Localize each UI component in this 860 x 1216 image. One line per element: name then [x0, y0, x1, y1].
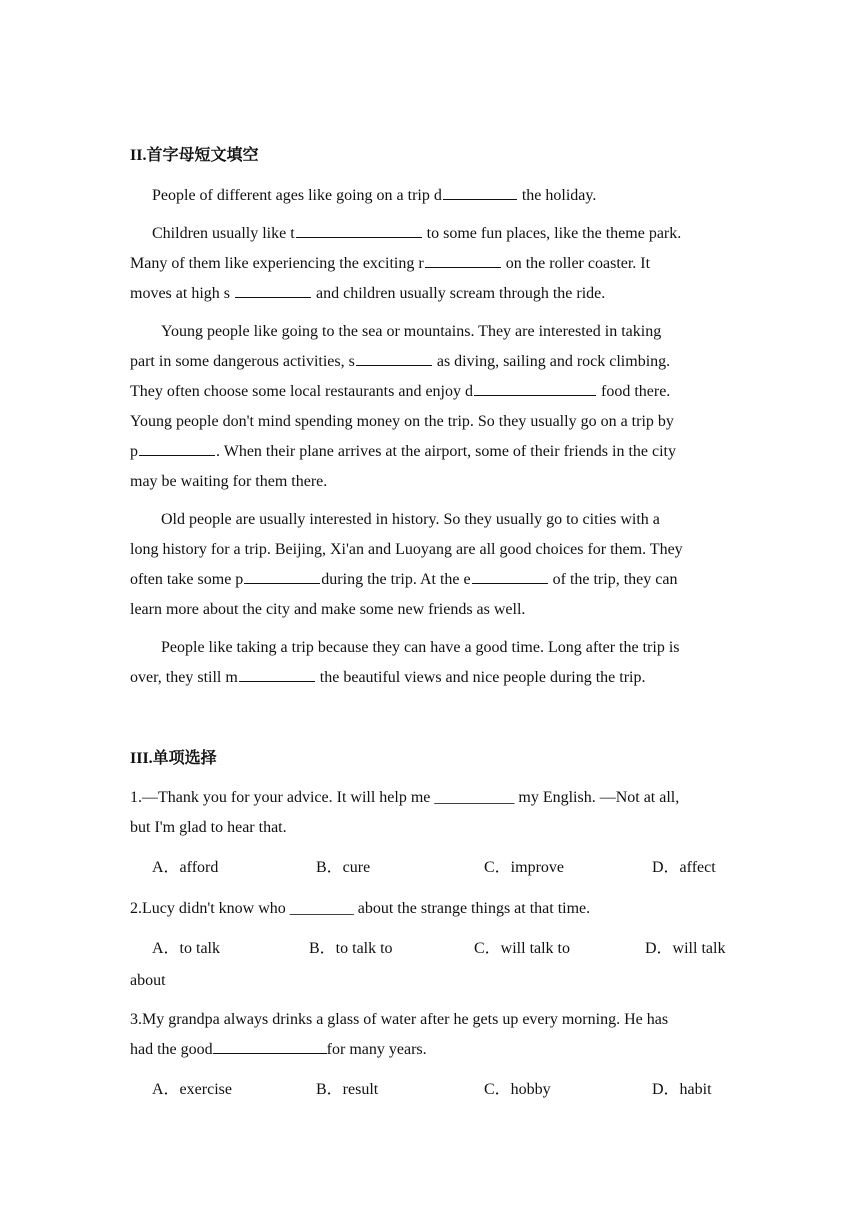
- text-segment: for many years.: [326, 1041, 427, 1058]
- text-segment: the holiday.: [521, 187, 597, 204]
- option-b[interactable]: B．result: [316, 1081, 379, 1098]
- text-segment: and children usually scream through the ride.: [316, 285, 606, 302]
- passage-line: Young people don't mind spending money on the trip. So they usually go on a trip by: [130, 413, 674, 430]
- passage-line: may be waiting for them there.: [130, 473, 328, 490]
- text-segment: the beautiful views and nice people during the trip.: [319, 669, 646, 686]
- text-segment: often take some p: [130, 571, 244, 588]
- blank-photos[interactable]: [244, 567, 320, 584]
- blank-delicious[interactable]: [474, 379, 596, 396]
- passage-paragraph-1: [130, 181, 732, 211]
- passage-line: [130, 663, 732, 693]
- passage-line: learn more about the city and make some new friends as well.: [130, 601, 526, 618]
- passage-line: [130, 437, 732, 467]
- passage-paragraph-2: [130, 219, 732, 309]
- option-a[interactable]: A．to talk: [152, 940, 220, 957]
- question-2-options: [130, 934, 732, 964]
- passage-line: People like taking a trip because they can have a good time. Long after the trip is: [161, 639, 680, 656]
- option-c[interactable]: C．hobby: [484, 1081, 551, 1098]
- passage-line: [130, 279, 732, 309]
- option-a[interactable]: A．afford: [152, 859, 219, 876]
- text-segment: They often choose some local restaurants and enjoy d: [130, 383, 473, 400]
- question-2-line-1: 2.Lucy didn't know who ________ about the strange things at that time.: [130, 900, 591, 917]
- passage-line: long history for a trip. Beijing, Xi'an and Luoyang are all good choices for them. They: [130, 541, 683, 558]
- question-1-line-2: but I'm glad to hear that.: [130, 819, 287, 836]
- option-c[interactable]: C．improve: [484, 859, 564, 876]
- text-segment: as diving, sailing and rock climbing.: [436, 353, 671, 370]
- option-d[interactable]: D．affect: [652, 859, 716, 876]
- question-2-option-wrap: about: [130, 972, 166, 989]
- text-segment: part in some dangerous activities, s: [130, 353, 355, 370]
- blank-end[interactable]: [472, 567, 548, 584]
- option-b[interactable]: B．cure: [316, 859, 371, 876]
- text-segment: had the good: [130, 1041, 213, 1058]
- option-b[interactable]: B．to talk to: [309, 940, 393, 957]
- passage-line: [130, 565, 732, 595]
- text-segment: to some fun places, like the theme park.: [426, 225, 682, 242]
- passage-line: Young people like going to the sea or mountains. They are interested in taking: [161, 323, 662, 340]
- text-segment: on the roller coaster. It: [505, 255, 651, 272]
- blank-travel[interactable]: [296, 221, 422, 238]
- text-segment: p: [130, 443, 138, 460]
- passage-line: [130, 219, 732, 249]
- text-segment: People of different ages like going on a trip d: [152, 187, 442, 204]
- passage-line: [130, 181, 732, 211]
- text-segment: moves at high s: [130, 285, 230, 302]
- text-segment: food there.: [601, 383, 671, 400]
- question-1-line-1: 1.—Thank you for your advice. It will help me __________ my English. —Not at all,: [130, 789, 680, 806]
- blank-speed[interactable]: [235, 281, 311, 298]
- passage-paragraph-5: [130, 633, 732, 693]
- passage-paragraph-4: [130, 505, 732, 625]
- question-3-line-1: 3.My grandpa always drinks a glass of water after he gets up every morning. He has: [130, 1011, 669, 1028]
- passage-line: [130, 347, 732, 377]
- question-1-options: [130, 853, 732, 883]
- section-3-title: III.单项选择: [130, 750, 217, 767]
- option-d[interactable]: D．will talk: [645, 940, 726, 957]
- passage-line: [130, 377, 732, 407]
- text-segment: during the trip. At the e: [321, 571, 471, 588]
- passage-paragraph-3: [130, 317, 732, 497]
- text-segment: of the trip, they can: [552, 571, 678, 588]
- option-a[interactable]: A．exercise: [152, 1081, 232, 1098]
- text-segment: Many of them like experiencing the exciting r: [130, 255, 424, 272]
- text-segment: . When their plane arrives at the airport, some of their friends in the city: [216, 443, 676, 460]
- blank-ride[interactable]: [425, 251, 501, 268]
- blank-during[interactable]: [443, 183, 517, 200]
- blank-habit[interactable]: [213, 1037, 327, 1054]
- text-segment: Children usually like t: [152, 225, 295, 242]
- question-3-line-2: [130, 1035, 427, 1065]
- passage-line: [130, 249, 732, 279]
- blank-plane[interactable]: [139, 439, 215, 456]
- option-c[interactable]: C．will talk to: [474, 940, 571, 957]
- passage-line: Old people are usually interested in history. So they usually go to cities with a: [161, 511, 660, 528]
- question-3-options: [130, 1075, 732, 1105]
- blank-such[interactable]: [356, 349, 432, 366]
- text-segment: over, they still m: [130, 669, 238, 686]
- option-d[interactable]: D．habit: [652, 1081, 712, 1098]
- section-2-title: II.首字母短文填空: [130, 147, 259, 164]
- blank-miss[interactable]: [239, 665, 315, 682]
